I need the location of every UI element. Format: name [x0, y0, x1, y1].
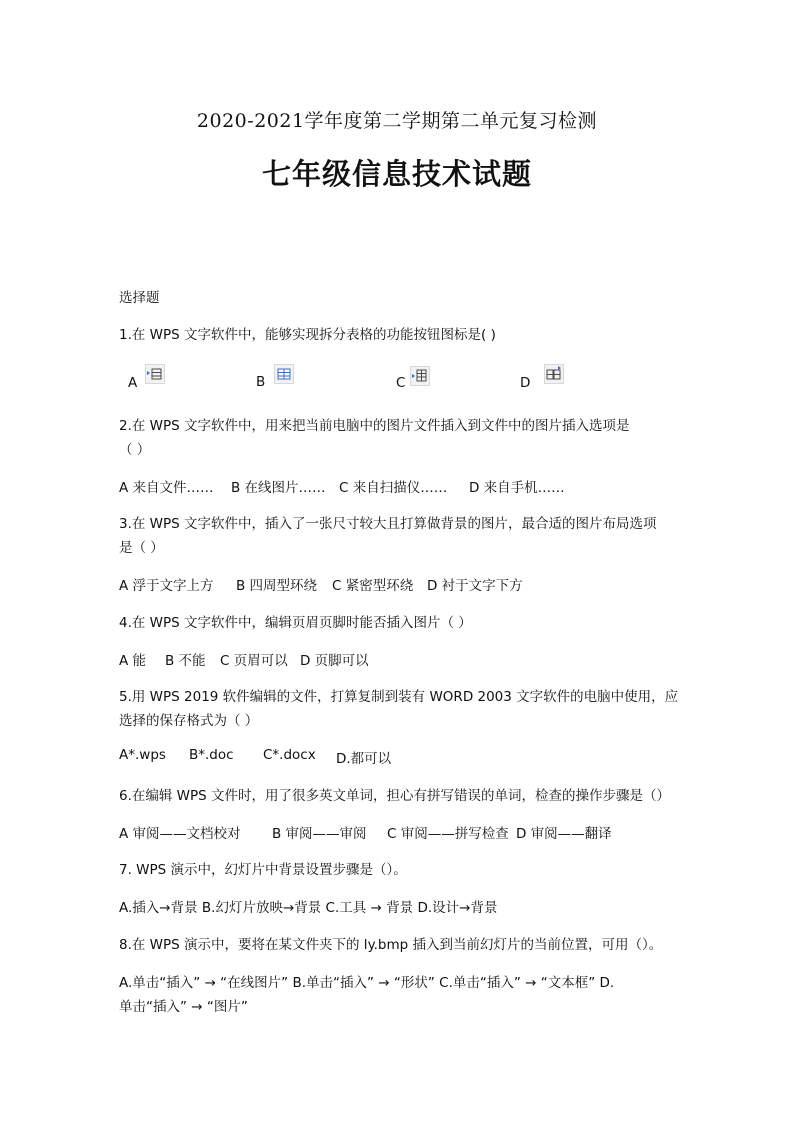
question-3-text-line2: 是（ ） [119, 540, 164, 556]
exam-subtitle: 2020-2021学年度第二学期第二单元复习检测 [196, 110, 598, 132]
q6-option-c: C 审阅——拼写检查 [387, 826, 509, 842]
question-3-text-line1: 3.在 WPS 文字软件中，插入了一张尺寸较大且打算做背景的图片，最合适的图片布局选项 [119, 516, 657, 532]
q5-option-c: C*.docx [263, 747, 316, 763]
question-2-text-line2: （ ） [119, 442, 151, 458]
question-2-text-line1: 2.在 WPS 文字软件中，用来把当前电脑中的图片文件插入到文件中的图片插入选项是 [119, 418, 630, 434]
q2-option-b: B 在线图片…… [231, 480, 326, 496]
q4-option-a: A 能 [119, 653, 147, 669]
question-1-text: 1.在 WPS 文字软件中，能够实现拆分表格的功能按钮图标是( ) [119, 327, 496, 343]
question-4-text: 4.在 WPS 文字软件中，编辑页眉页脚时能否插入图片（ ） [119, 615, 472, 631]
q5-option-d: D.都可以 [336, 751, 392, 767]
q3-option-d: D 衬于文字下方 [427, 578, 523, 594]
section-label: 选择题 [119, 290, 160, 306]
question-5-text-line2: 选择的保存格式为（ ） [119, 713, 259, 729]
question-7-text: 7. WPS 演示中，幻灯片中背景设置步骤是（）。 [119, 862, 407, 878]
q6-option-a: A 审阅——文档校对 [119, 826, 241, 842]
q3-option-c: C 紧密型环绕 [332, 578, 414, 594]
q4-option-b: B 不能 [165, 653, 206, 669]
q1-option-a-label: A [128, 375, 138, 391]
q1-option-c-label: C [396, 375, 406, 391]
q2-option-c: C 来自扫描仪…… [339, 480, 448, 496]
exam-title: 七年级信息技术试题 [261, 157, 532, 191]
q5-option-b: B*.doc [189, 747, 234, 763]
q1-option-d-label: D [520, 375, 531, 391]
question-5-text-line1: 5.用 WPS 2019 软件编辑的文件，打算复制到装有 WORD 2003 文字软件的电脑中使用，应 [119, 689, 679, 705]
insert-table-row-icon [410, 366, 430, 386]
q2-option-d: D 来自手机…… [469, 480, 565, 496]
q3-option-a: A 浮于文字上方 [119, 578, 214, 594]
question-6-text: 6.在编辑 WPS 文件时，用了很多英文单词，担心有拼写错误的单词，检查的操作步骤是（） [119, 788, 671, 804]
q8-options-line2: 单击“插入” → “图片” [119, 999, 248, 1015]
q4-option-d: D 页脚可以 [300, 653, 369, 669]
merge-cells-icon [544, 364, 564, 384]
q3-option-b: B 四周型环绕 [236, 578, 318, 594]
q4-option-c: C 页眉可以 [220, 653, 288, 669]
table-grid-icon [274, 364, 294, 384]
q2-option-a: A 来自文件…… [119, 480, 214, 496]
q1-option-b-label: B [256, 374, 266, 390]
q5-option-a: A*.wps [119, 747, 166, 763]
split-table-icon [145, 364, 165, 384]
question-8-text: 8.在 WPS 演示中，要将在某文件夹下的 ly.bmp 插入到当前幻灯片的当前位置，可用（）。 [119, 937, 663, 953]
q7-options: A.插入→背景 B.幻灯片放映→背景 C.工具 → 背景 D.设计→背景 [119, 900, 498, 916]
q6-option-b: B 审阅——审阅 [272, 826, 367, 842]
q6-option-d: D 审阅——翻译 [516, 826, 612, 842]
q8-options-line1: A.单击“插入” → “在线图片” B.单击“插入” → “形状” C.单击“插入” → “文本框” D. [119, 975, 615, 991]
